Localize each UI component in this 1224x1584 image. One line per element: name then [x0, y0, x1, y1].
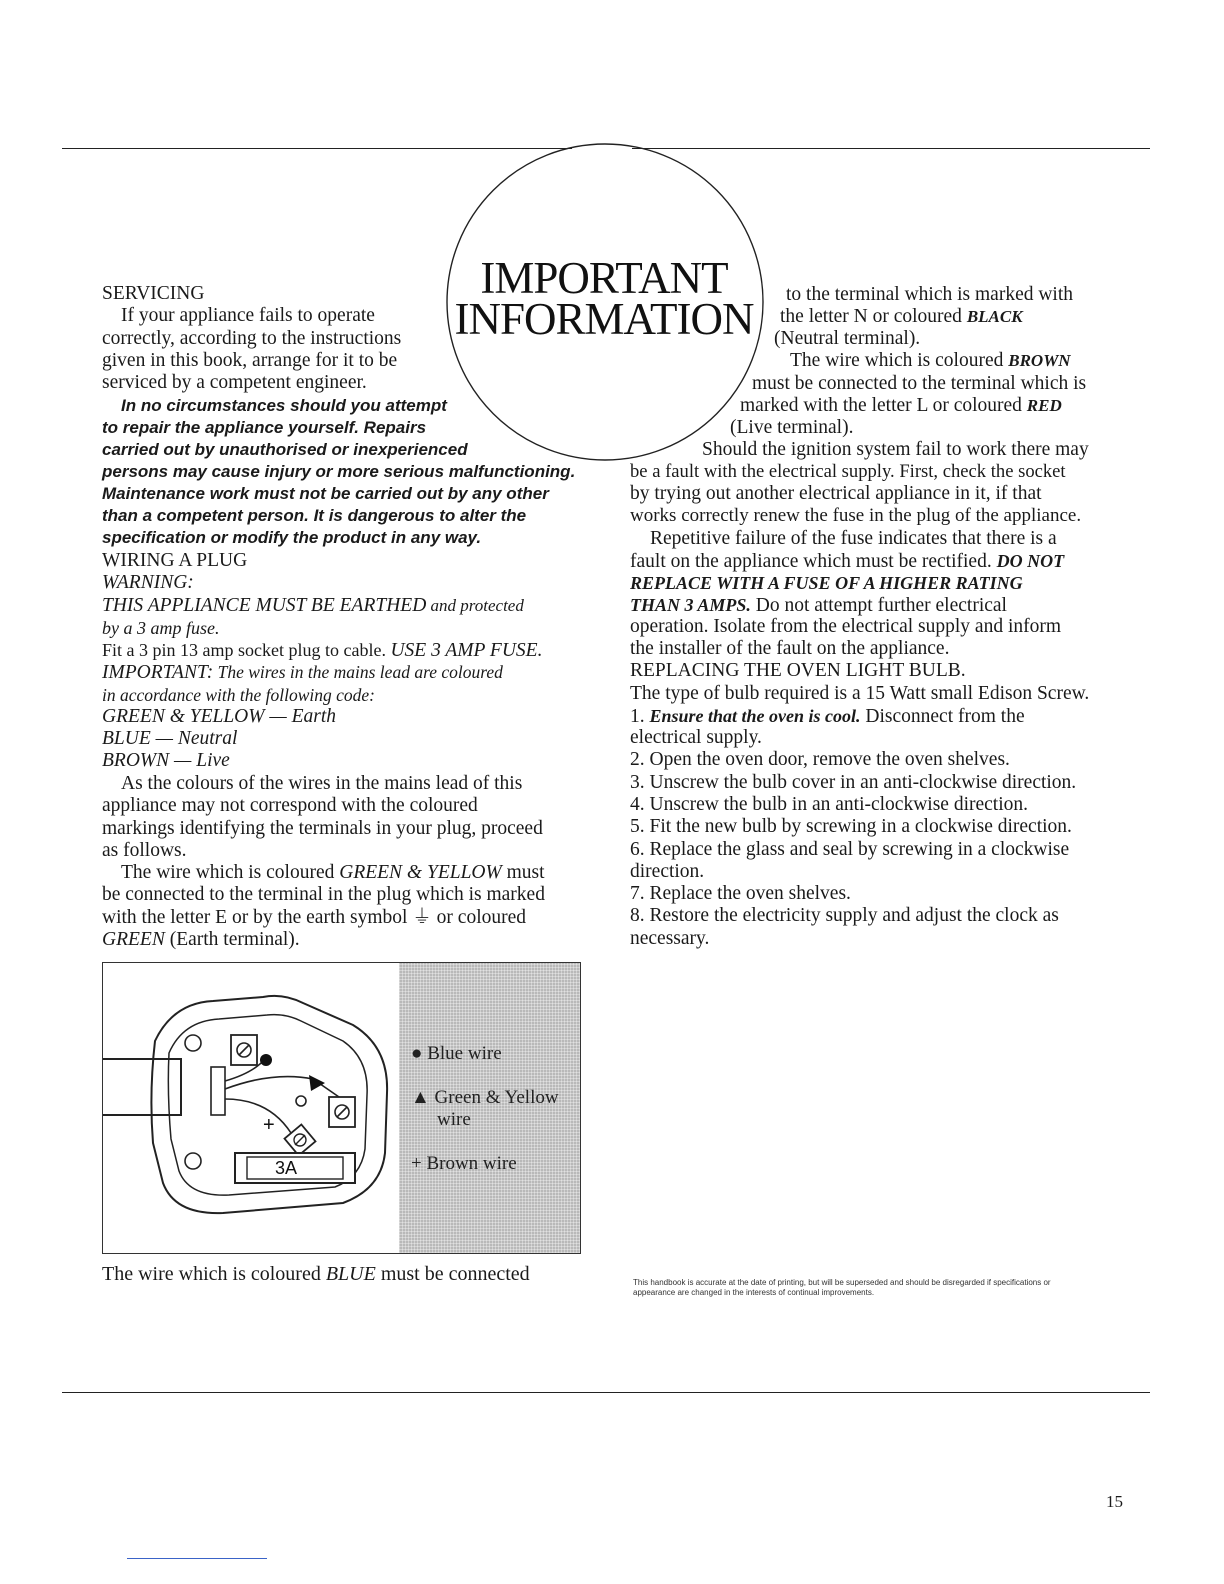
fit-line: Fit a 3 pin 13 amp socket plug to cable. USE 3 AMP FUSE. [102, 640, 543, 661]
earthed-line-2: by a 3 amp fuse. [102, 618, 220, 638]
servicing-line-1: If your appliance fails to operate [121, 305, 375, 326]
brown-line-2: must be connected to the terminal which is [752, 373, 1087, 394]
legend-green-wire-2: wire [437, 1109, 471, 1130]
colours-line-2: appliance may not correspond with the coloured [102, 795, 478, 816]
top-rule-right [632, 148, 1150, 149]
warning-line-7: specification or modify the product in any way. [102, 528, 482, 547]
warning-line-2: to repair the appliance yourself. Repairs [102, 418, 427, 437]
wiring-heading: WIRING A PLUG [102, 550, 248, 571]
ignition-line-2: be a fault with the electrical supply. First, check the socket [630, 461, 1066, 482]
ignition-line-3: by trying out another electrical appliance in it, if that [630, 483, 1042, 504]
servicing-heading: SERVICING [102, 283, 205, 304]
ignition-line-5: Repetitive failure of the fuse indicates that there is a [650, 528, 1057, 549]
top-rule-left [62, 148, 572, 149]
warning-line-1: In no circumstances should you attempt [121, 396, 447, 415]
page-number: 15 [1106, 1492, 1123, 1511]
step-4: 4. Unscrew the bulb in an anti-clockwise direction. [630, 794, 1029, 815]
ignition-line-1: Should the ignition system fail to work there may [702, 439, 1089, 460]
step-6-line-2: direction. [630, 861, 705, 882]
colours-line-3: markings identifying the terminals in your plug, proceed [102, 818, 543, 839]
blue-wire-caption: The wire which is coloured BLUE must be connected [102, 1263, 530, 1285]
earthed-line-1: THIS APPLIANCE MUST BE EARTHED and protected [102, 595, 524, 616]
step-2: 2. Open the oven door, remove the oven shelves. [630, 749, 1010, 770]
neutral-line-2: the letter N or coloured BLACK [780, 306, 1023, 327]
code-brown: BROWN — Live [102, 750, 230, 771]
operation-line-1: operation. Isolate from the electrical supply and inform [630, 616, 1062, 637]
warning-line-6: than a competent person. It is dangerous to alter the [102, 506, 527, 525]
brown-line-1: The wire which is coloured BROWN [790, 350, 1071, 371]
warning-line-3: carried out by unauthorised or inexperienced [102, 440, 468, 459]
servicing-line-2: correctly, according to the instructions [102, 328, 402, 349]
fuse-label: 3A [275, 1158, 298, 1178]
bulb-type: The type of bulb required is a 15 Watt small Edison Screw. [630, 683, 1090, 704]
step-8: 8. Restore the electricity supply and adjust the clock as [630, 905, 1059, 926]
plug-diagram [103, 963, 399, 1253]
colours-line-4: as follows. [102, 840, 187, 861]
green-wire-line-1: The wire which is coloured GREEN & YELLOW must [121, 862, 545, 883]
servicing-line-3: given in this book, arrange for it to be [102, 350, 398, 371]
step-5: 5. Fit the new bulb by screwing in a clockwise direction. [630, 816, 1072, 837]
important-line-2: in accordance with the following code: [102, 685, 375, 705]
plug-wiring-figure [102, 962, 581, 1254]
headline-line1: IMPORTANT [480, 253, 728, 303]
footnote: This handbook is accurate at the date of printing, but will be superseded and should be disregarded if specifications or appearance are changed in the interests of continual improvements. [633, 1278, 1051, 1297]
blue-underline [127, 1558, 267, 1559]
neutral-line-3: (Neutral terminal). [774, 328, 921, 349]
step-1: 1. Ensure that the oven is cool. Disconnect from the [630, 706, 1025, 727]
code-green: GREEN & YELLOW — Earth [102, 706, 337, 727]
step-1-line-2: electrical supply. [630, 727, 762, 748]
ignition-line-4: works correctly renew the fuse in the plug of the appliance. [630, 505, 1082, 526]
legend-green-wire-1: ▲ Green & Yellow [411, 1087, 559, 1108]
headline-line2: INFORMATION [454, 294, 754, 344]
warning-label: WARNING: [102, 572, 194, 593]
green-wire-line-4: GREEN (Earth terminal). [102, 929, 300, 950]
step-8-line-2: necessary. [630, 928, 710, 949]
operation-line-2: the installer of the fault on the appliance. [630, 638, 950, 659]
svg-text:+: + [263, 1114, 275, 1136]
step-6: 6. Replace the glass and seal by screwing in a clockwise [630, 839, 1070, 860]
fault-line: fault on the appliance which must be rectified. DO NOT [630, 551, 1065, 572]
than-line: THAN 3 AMPS. Do not attempt further electrical [630, 595, 1007, 616]
replace-warning: REPLACE WITH A FUSE OF A HIGHER RATING [630, 573, 1023, 593]
servicing-line-4: serviced by a competent engineer. [102, 372, 367, 393]
step-3: 3. Unscrew the bulb cover in an anti-clockwise direction. [630, 772, 1077, 793]
colours-line-1: As the colours of the wires in the mains lead of this [121, 773, 523, 794]
green-wire-line-3: with the letter E or by the earth symbol ⏚ or coloured [102, 907, 527, 928]
figure-legend [399, 963, 580, 1253]
neutral-line-1: to the terminal which is marked with [786, 284, 1074, 305]
brown-line-3: marked with the letter L or coloured RED [740, 395, 1062, 416]
brown-line-4: (Live terminal). [730, 417, 854, 438]
step-7: 7. Replace the oven shelves. [630, 883, 851, 904]
code-blue: BLUE — Neutral [102, 728, 238, 749]
bulb-heading: REPLACING THE OVEN LIGHT BULB. [630, 660, 966, 681]
legend-blue-wire: ● Blue wire [411, 1043, 502, 1064]
bottom-rule [62, 1392, 1150, 1393]
warning-line-4: persons may cause injury or more serious malfunctioning. [102, 462, 576, 481]
warning-line-5: Maintenance work must not be carried out by any other [102, 484, 549, 503]
green-wire-line-2: be connected to the terminal in the plug which is marked [102, 884, 545, 905]
important-line-1: IMPORTANT: The wires in the mains lead are coloured [102, 662, 503, 683]
legend-brown-wire: + Brown wire [411, 1153, 517, 1174]
